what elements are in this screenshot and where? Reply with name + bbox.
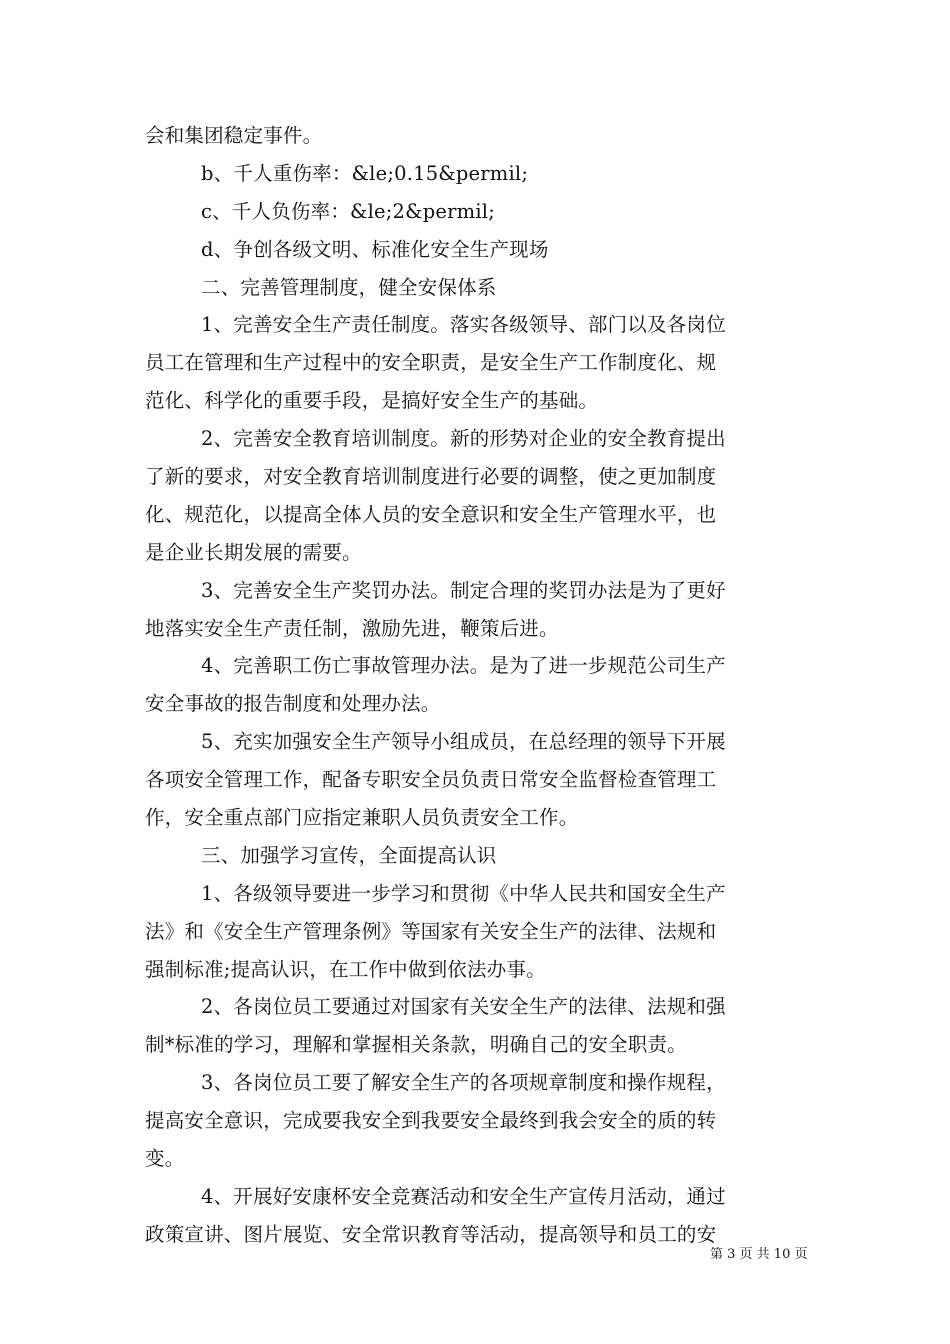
text-line: 安全事故的报告制度和处理办法。 — [145, 692, 441, 716]
text-line: 政策宣讲、图片展览、安全常识教育等活动，提高领导和员工的安 — [145, 1222, 717, 1246]
text-line: 地落实安全生产责任制，激励先进，鞭策后进。 — [145, 616, 559, 640]
text-line: 1、各级领导要进一步学习和贯彻《中华人民共和国安全生产 — [201, 881, 726, 905]
text-line: b、千人重伤率：&le;0.15&permil; — [201, 161, 529, 185]
text-line: c、千人负伤率：&le;2&permil; — [201, 199, 495, 223]
text-line: 制*标准的学习，理解和掌握相关条款，明确自己的安全职责。 — [145, 1033, 687, 1057]
text-line: 法》和《安全生产管理条例》等国家有关安全生产的法律、法规和 — [145, 919, 717, 943]
text-line: 了新的要求，对安全教育培训制度进行必要的调整，使之更加制度 — [145, 465, 717, 489]
text-line: 范化、科学化的重要手段，是搞好安全生产的基础。 — [145, 389, 599, 413]
text-line: 变。 — [145, 1147, 185, 1171]
text-line: 强制标准;提高认识，在工作中做到依法办事。 — [145, 957, 546, 981]
document-body — [145, 117, 810, 1254]
text-line: d、争创各级文明、标准化安全生产现场 — [201, 237, 549, 261]
text-line: 员工在管理和生产过程中的安全职责，是安全生产工作制度化、规 — [145, 351, 717, 375]
text-line: 各项安全管理工作，配备专职安全员负责日常安全监督检查管理工 — [145, 768, 717, 792]
text-line: 1、完善安全生产责任制度。落实各级领导、部门以及各岗位 — [201, 313, 726, 337]
text-line: 三、加强学习宣传，全面提高认识 — [201, 843, 497, 867]
text-line: 作，安全重点部门应指定兼职人员负责安全工作。 — [145, 806, 579, 830]
text-line: 二、完善管理制度，健全安保体系 — [201, 275, 497, 299]
text-line: 5、充实加强安全生产领导小组成员，在总经理的领导下开展 — [201, 730, 726, 754]
text-line: 是企业长期发展的需要。 — [145, 540, 362, 564]
text-line: 2、完善安全教育培训制度。新的形势对企业的安全教育提出 — [201, 427, 726, 451]
text-line: 3、各岗位员工要了解安全生产的各项规章制度和操作规程， — [201, 1071, 726, 1095]
page-number-footer: 第 3 页 共 10 页 — [710, 1247, 808, 1262]
text-line: 3、完善安全生产奖罚办法。制定合理的奖罚办法是为了更好 — [201, 578, 726, 602]
text-line: 4、完善职工伤亡事故管理办法。是为了进一步规范公司生产 — [201, 654, 726, 678]
text-line: 2、各岗位员工要通过对国家有关安全生产的法律、法规和强 — [201, 995, 726, 1019]
text-line: 提高安全意识，完成要我安全到我要安全最终到我会安全的质的转 — [145, 1109, 717, 1133]
text-line: 化、规范化，以提高全体人员的安全意识和安全生产管理水平，也 — [145, 502, 717, 526]
text-line: 4、开展好安康杯安全竞赛活动和安全生产宣传月活动，通过 — [201, 1184, 726, 1208]
text-line: 会和集团稳定事件。 — [145, 124, 323, 147]
